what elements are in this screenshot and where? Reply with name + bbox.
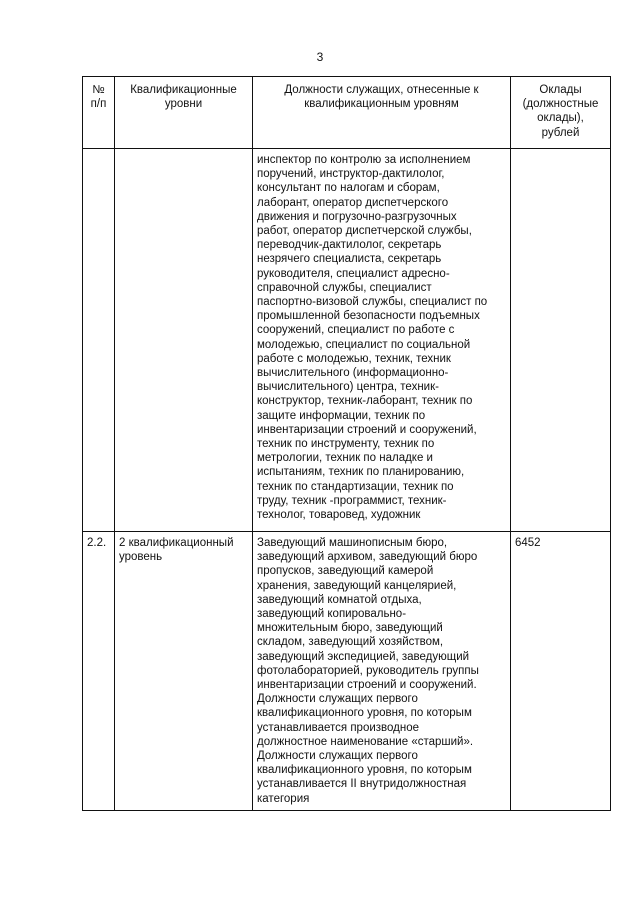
row-num	[83, 149, 115, 532]
row-positions: Заведующий машинописным бюро, заведующий архивом, заведующий бюро пропусков, заведующий камерой хранения, заведующий канцелярией, заведующий комнатой отдыха, заведующий копировально- множительным бюро, заведующий складом, заведующий хозяйством, заведующий экспедицией, заведующий фотолабораторией, руководитель группы инвентаризации строений и сооружений. Должности служащих первого квалификационного уровня, по которым устанавливается производное должностное наименование «старший». Должности служащих первого квалификационного уровня, по которым устанавливается II внутридолжностная категория	[253, 532, 511, 811]
row-level	[115, 149, 253, 532]
row-salary: 6452	[511, 532, 611, 811]
row-num: 2.2.	[83, 532, 115, 811]
table-row	[83, 532, 611, 811]
header-salary: Оклады (должностные оклады), рублей	[511, 77, 611, 149]
header-levels: Квалификационные уровни	[115, 77, 253, 149]
table-header-row	[83, 77, 611, 149]
row-positions: инспектор по контролю за исполнением поручений, инструктор-дактилолог, консультант по налогам и сборам, лаборант, оператор диспетчерского движения и погрузочно-разгрузочных работ, оператор диспетчерской службы, переводчик-дактилолог, секретарь незрячего специалиста, секретарь руководителя, специалист адресно- справочной службы, специалист паспортно-визовой службы, специалист по промышленной безопасности подъемных сооружений, специалист по работе с молодежью, специалист по социальной работе с молодежью, техник, техник вычислительного (информационно- вычислительного) центра, техник- конструктор, техник-лаборант, техник по защите информации, техник по инвентаризации строений и сооружений, техник по инструменту, техник по метрологии, техник по наладке и испытаниям, техник по планированию, техник по стандартизации, техник по труду, техник -программист, техник- технолог, товаровед, художник	[253, 149, 511, 532]
row-level: 2 квалификационный уровень	[115, 532, 253, 811]
header-positions: Должности служащих, отнесенные к квалификационным уровням	[253, 77, 511, 149]
page-number: 3	[316, 50, 324, 64]
row-salary	[511, 149, 611, 532]
salary-table	[82, 76, 611, 811]
header-num: № п/п	[83, 77, 115, 149]
table-row	[83, 149, 611, 532]
